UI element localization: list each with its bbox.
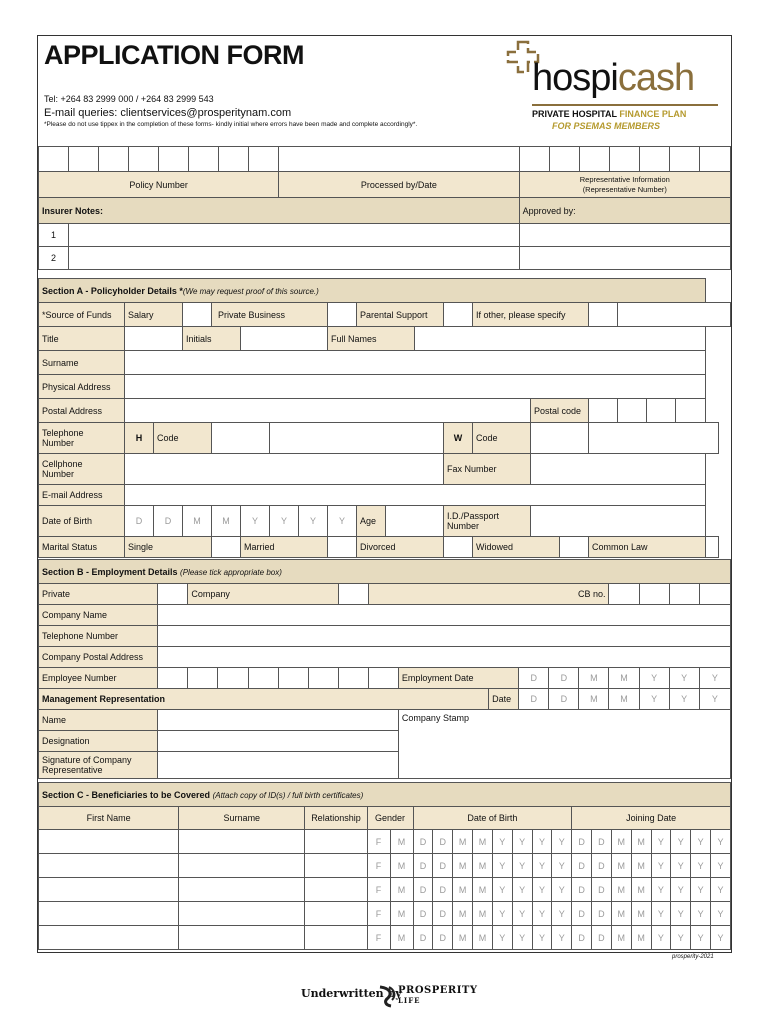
policy-number-label: Policy Number bbox=[39, 172, 279, 198]
postal-code-label: Postal code bbox=[531, 399, 589, 423]
married-label: Married bbox=[241, 537, 328, 558]
single-checkbox[interactable] bbox=[212, 537, 241, 558]
beneficiary-relationship-input[interactable] bbox=[305, 878, 367, 902]
age-label: Age bbox=[357, 506, 386, 537]
dob-box[interactable]: Y bbox=[299, 506, 328, 537]
dob-box[interactable]: Y bbox=[270, 506, 299, 537]
policy-digit-box[interactable] bbox=[69, 147, 99, 172]
telephone-label bbox=[39, 423, 125, 454]
policy-digit-box[interactable] bbox=[159, 147, 189, 172]
dob-box[interactable]: D bbox=[154, 506, 183, 537]
beneficiary-joining-date-box[interactable]: D bbox=[592, 902, 612, 926]
section-b-table bbox=[38, 559, 731, 779]
mgmt-date-label: Date bbox=[489, 689, 519, 710]
insurer-notes-label: Insurer Notes: bbox=[39, 198, 520, 224]
beneficiary-relationship-input[interactable] bbox=[305, 830, 367, 854]
gender-box[interactable]: F bbox=[367, 926, 390, 950]
postal-code-box[interactable] bbox=[589, 399, 618, 423]
signature-line-1: Signature of Company bbox=[42, 755, 132, 765]
gender-box[interactable]: F bbox=[367, 854, 390, 878]
company-stamp-area[interactable]: Company Stamp bbox=[398, 710, 730, 779]
name-input[interactable] bbox=[158, 710, 399, 731]
beneficiary-dob-box[interactable]: Y bbox=[532, 902, 552, 926]
gender-box[interactable]: M bbox=[390, 854, 413, 878]
gender-header: Gender bbox=[367, 807, 413, 830]
beneficiary-joining-date-box[interactable]: Y bbox=[671, 902, 691, 926]
beneficiary-dob-box[interactable]: Y bbox=[492, 926, 512, 950]
note-input[interactable] bbox=[69, 247, 520, 270]
gender-box[interactable]: F bbox=[367, 830, 390, 854]
employee-number-box[interactable] bbox=[368, 668, 398, 689]
section-b-header bbox=[39, 560, 731, 584]
beneficiary-joining-date-box[interactable]: Y bbox=[651, 926, 671, 950]
employee-number-label: Employee Number bbox=[39, 668, 158, 689]
tagline-finance-plan: FINANCE PLAN bbox=[619, 109, 687, 119]
if-other-input[interactable] bbox=[618, 303, 731, 327]
age-input[interactable] bbox=[386, 506, 444, 537]
beneficiary-joining-date-box[interactable]: Y bbox=[671, 854, 691, 878]
home-label: H bbox=[125, 423, 154, 454]
initials-input[interactable] bbox=[241, 327, 328, 351]
beneficiary-dob-box[interactable]: Y bbox=[492, 878, 512, 902]
full-names-label: Full Names bbox=[328, 327, 415, 351]
beneficiary-joining-date-box[interactable]: D bbox=[572, 902, 592, 926]
beneficiary-dob-box[interactable]: Y bbox=[532, 830, 552, 854]
section-c-table bbox=[38, 782, 731, 950]
cellphone-input[interactable] bbox=[125, 454, 444, 485]
work-telephone-input[interactable] bbox=[589, 423, 719, 454]
signature-line-2: Representative bbox=[42, 765, 103, 775]
if-other-checkbox[interactable] bbox=[589, 303, 618, 327]
beneficiary-joining-date-box[interactable]: Y bbox=[691, 926, 711, 950]
beneficiary-dob-box[interactable]: Y bbox=[532, 926, 552, 950]
mgmt-date-box[interactable]: M bbox=[609, 689, 639, 710]
policy-digit-box[interactable] bbox=[129, 147, 159, 172]
cb-no-box[interactable] bbox=[609, 584, 639, 605]
beneficiary-joining-date-box[interactable]: M bbox=[611, 830, 631, 854]
beneficiary-joining-date-box[interactable]: Y bbox=[710, 830, 730, 854]
beneficiary-dob-box[interactable]: M bbox=[473, 830, 493, 854]
name-label: Name bbox=[39, 710, 158, 731]
if-other-label: If other, please specify bbox=[473, 303, 589, 327]
beneficiary-relationship-input[interactable] bbox=[305, 926, 367, 950]
signature-input[interactable] bbox=[158, 752, 399, 779]
beneficiary-dob-box[interactable]: D bbox=[433, 830, 453, 854]
employee-number-box[interactable] bbox=[188, 668, 218, 689]
home-telephone-input[interactable] bbox=[270, 423, 444, 454]
beneficiary-dob-box[interactable]: M bbox=[453, 830, 473, 854]
beneficiary-joining-date-box[interactable]: D bbox=[572, 830, 592, 854]
beneficiary-joining-date-box[interactable]: Y bbox=[710, 926, 730, 950]
beneficiary-dob-box[interactable]: M bbox=[473, 878, 493, 902]
common-law-checkbox[interactable] bbox=[706, 537, 718, 558]
logo-divider bbox=[532, 104, 718, 106]
beneficiary-first-name-input[interactable] bbox=[39, 902, 179, 926]
beneficiary-dob-box[interactable]: M bbox=[453, 902, 473, 926]
beneficiary-joining-date-box[interactable]: Y bbox=[691, 878, 711, 902]
home-code-input[interactable] bbox=[212, 423, 270, 454]
beneficiary-joining-date-box[interactable]: M bbox=[631, 878, 651, 902]
beneficiary-dob-box[interactable]: M bbox=[453, 926, 473, 950]
company-telephone-input[interactable] bbox=[158, 626, 731, 647]
gender-box[interactable]: M bbox=[390, 830, 413, 854]
surname-header: Surname bbox=[179, 807, 305, 830]
mgmt-date-box[interactable]: Y bbox=[669, 689, 699, 710]
physical-address-input[interactable] bbox=[125, 375, 706, 399]
note-row-number: 2 bbox=[39, 247, 69, 270]
home-code-label: Code bbox=[154, 423, 212, 454]
title-input[interactable] bbox=[125, 327, 183, 351]
work-code-input[interactable] bbox=[531, 423, 589, 454]
married-checkbox[interactable] bbox=[328, 537, 357, 558]
telephone-line-1: Telephone bbox=[42, 428, 84, 438]
prosperity-life-logo-icon bbox=[377, 984, 399, 1008]
beneficiary-joining-date-box[interactable]: D bbox=[572, 878, 592, 902]
approved-by-label: Approved by: bbox=[519, 198, 730, 224]
page-title: APPLICATION FORM bbox=[44, 40, 304, 70]
physical-address-label: Physical Address bbox=[39, 375, 125, 399]
beneficiary-joining-date-box[interactable]: Y bbox=[651, 830, 671, 854]
employment-date-box[interactable]: D bbox=[519, 668, 549, 689]
beneficiary-dob-box[interactable]: D bbox=[413, 878, 433, 902]
employee-number-box[interactable] bbox=[308, 668, 338, 689]
date-of-birth-header: Date of Birth bbox=[413, 807, 572, 830]
marital-status-label: Marital Status bbox=[39, 537, 125, 558]
beneficiary-dob-box[interactable]: Y bbox=[552, 854, 572, 878]
beneficiary-joining-date-box[interactable]: Y bbox=[691, 854, 711, 878]
employment-date-box[interactable]: M bbox=[579, 668, 609, 689]
gender-box[interactable]: M bbox=[390, 902, 413, 926]
salary-label: Salary bbox=[125, 303, 183, 327]
processed-by-input[interactable] bbox=[279, 147, 519, 172]
rep-digit-box[interactable] bbox=[519, 147, 549, 172]
beneficiary-surname-input[interactable] bbox=[179, 878, 305, 902]
beneficiary-joining-date-box[interactable]: Y bbox=[671, 926, 691, 950]
cb-no-box[interactable] bbox=[639, 584, 669, 605]
beneficiary-dob-box[interactable]: Y bbox=[512, 830, 532, 854]
beneficiary-dob-box[interactable]: Y bbox=[532, 854, 552, 878]
work-code-label: Code bbox=[473, 423, 531, 454]
beneficiary-dob-box[interactable]: M bbox=[473, 902, 493, 926]
signature-label bbox=[39, 752, 158, 779]
beneficiary-joining-date-box[interactable]: Y bbox=[671, 830, 691, 854]
employment-date-box[interactable]: Y bbox=[669, 668, 699, 689]
beneficiary-dob-box[interactable]: D bbox=[413, 854, 433, 878]
beneficiary-joining-date-box[interactable]: Y bbox=[710, 854, 730, 878]
employment-date-box[interactable]: Y bbox=[639, 668, 669, 689]
beneficiary-joining-date-box[interactable]: Y bbox=[651, 854, 671, 878]
life-wordmark: LIFE bbox=[398, 996, 421, 1005]
joining-date-header: Joining Date bbox=[572, 807, 731, 830]
employee-number-box[interactable] bbox=[158, 668, 188, 689]
beneficiary-dob-box[interactable]: Y bbox=[492, 854, 512, 878]
dob-box[interactable]: M bbox=[183, 506, 212, 537]
beneficiary-dob-box[interactable]: Y bbox=[492, 830, 512, 854]
fax-number-label: Fax Number bbox=[444, 454, 531, 485]
surname-input[interactable] bbox=[125, 351, 706, 375]
section-c-title: Section C - Beneficiaries to be Covered bbox=[42, 789, 211, 800]
rep-digit-box[interactable] bbox=[549, 147, 579, 172]
tippex-note: *Please do not use tippex in the completion of these forms- kindly initial where errors have been made and complete accordingly*. bbox=[44, 121, 418, 128]
beneficiary-surname-input[interactable] bbox=[179, 830, 305, 854]
beneficiary-joining-date-box[interactable]: D bbox=[592, 878, 612, 902]
mgmt-date-box[interactable]: Y bbox=[699, 689, 730, 710]
beneficiary-rows bbox=[39, 830, 731, 950]
beneficiary-dob-box[interactable]: D bbox=[413, 830, 433, 854]
beneficiary-joining-date-box[interactable]: M bbox=[631, 926, 651, 950]
beneficiary-joining-date-box[interactable]: D bbox=[592, 926, 612, 950]
rep-digit-box[interactable] bbox=[609, 147, 639, 172]
company-postal-address-label: Company Postal Address bbox=[39, 647, 158, 668]
cb-no-box[interactable] bbox=[669, 584, 699, 605]
cellphone-label bbox=[39, 454, 125, 485]
gender-box[interactable]: F bbox=[367, 902, 390, 926]
source-of-funds-label: *Source of Funds bbox=[39, 303, 125, 327]
rep-info-label bbox=[519, 172, 730, 198]
postal-address-input[interactable] bbox=[125, 399, 531, 423]
beneficiary-dob-box[interactable]: Y bbox=[532, 878, 552, 902]
beneficiary-dob-box[interactable]: M bbox=[453, 854, 473, 878]
section-a-header bbox=[39, 279, 706, 303]
beneficiary-dob-box[interactable]: Y bbox=[512, 926, 532, 950]
date-of-birth-label: Date of Birth bbox=[39, 506, 125, 537]
section-c-header bbox=[39, 783, 731, 807]
beneficiary-joining-date-box[interactable]: Y bbox=[710, 878, 730, 902]
gender-box[interactable]: M bbox=[390, 926, 413, 950]
designation-input[interactable] bbox=[158, 731, 399, 752]
beneficiary-dob-box[interactable]: D bbox=[433, 902, 453, 926]
beneficiary-joining-date-box[interactable]: Y bbox=[691, 902, 711, 926]
beneficiary-joining-date-box[interactable]: Y bbox=[710, 902, 730, 926]
beneficiary-dob-box[interactable]: D bbox=[433, 878, 453, 902]
rep-digit-box[interactable] bbox=[639, 147, 669, 172]
beneficiary-joining-date-box[interactable]: M bbox=[611, 854, 631, 878]
tagline-private-hospital: PRIVATE HOSPITAL bbox=[532, 109, 620, 119]
beneficiary-dob-box[interactable]: Y bbox=[492, 902, 512, 926]
logo-tagline-1 bbox=[532, 109, 686, 119]
first-name-header: First Name bbox=[39, 807, 179, 830]
beneficiary-first-name-input[interactable] bbox=[39, 926, 179, 950]
version-tag: prosperity-2021 bbox=[672, 954, 714, 960]
note-row-number: 1 bbox=[39, 224, 69, 247]
gender-box[interactable]: M bbox=[390, 878, 413, 902]
company-postal-address-input[interactable] bbox=[158, 647, 731, 668]
employment-date-box[interactable]: Y bbox=[699, 668, 730, 689]
private-label: Private bbox=[39, 584, 158, 605]
section-b-note: (Please tick appropriate box) bbox=[180, 567, 282, 577]
beneficiary-joining-date-box[interactable]: M bbox=[611, 926, 631, 950]
id-line-2: Number bbox=[447, 521, 480, 531]
designation-label: Designation bbox=[39, 731, 158, 752]
company-checkbox[interactable] bbox=[338, 584, 368, 605]
hospicash-wordmark bbox=[532, 58, 694, 98]
beneficiary-joining-date-box[interactable]: D bbox=[592, 854, 612, 878]
beneficiary-dob-box[interactable]: D bbox=[433, 926, 453, 950]
beneficiary-dob-box[interactable]: Y bbox=[552, 878, 572, 902]
underwritten-by-label: Underwritten by bbox=[301, 987, 402, 1000]
divorced-checkbox[interactable] bbox=[444, 537, 473, 558]
postal-code-box[interactable] bbox=[676, 399, 706, 423]
cb-no-box[interactable] bbox=[699, 584, 730, 605]
beneficiary-relationship-input[interactable] bbox=[305, 902, 367, 926]
rep-digit-box[interactable] bbox=[669, 147, 699, 172]
employee-number-box[interactable] bbox=[218, 668, 248, 689]
dob-box[interactable]: Y bbox=[328, 506, 357, 537]
approved-input[interactable] bbox=[519, 247, 730, 270]
mgmt-date-box[interactable]: D bbox=[549, 689, 579, 710]
beneficiary-first-name-input[interactable] bbox=[39, 830, 179, 854]
email-line: E-mail queries: clientservices@prosperitynam.com bbox=[44, 107, 292, 119]
management-representation-label: Management Representation bbox=[39, 689, 489, 710]
policy-digit-box[interactable] bbox=[219, 147, 249, 172]
beneficiary-dob-box[interactable]: Y bbox=[512, 854, 532, 878]
mgmt-date-box[interactable]: D bbox=[519, 689, 549, 710]
id-line-1: I.D./Passport bbox=[447, 511, 500, 521]
rep-info-line-2: (Representative Number) bbox=[582, 184, 667, 194]
mgmt-date-box[interactable]: Y bbox=[639, 689, 669, 710]
parental-support-label: Parental Support bbox=[357, 303, 444, 327]
company-telephone-label: Telephone Number bbox=[39, 626, 158, 647]
employee-number-box[interactable] bbox=[248, 668, 278, 689]
beneficiary-joining-date-box[interactable]: M bbox=[631, 854, 651, 878]
telephone-line: Tel: +264 83 2999 000 / +264 83 2999 543 bbox=[44, 94, 214, 104]
beneficiary-surname-input[interactable] bbox=[179, 854, 305, 878]
approved-input[interactable] bbox=[519, 224, 730, 247]
beneficiary-dob-box[interactable]: M bbox=[453, 878, 473, 902]
office-use-table bbox=[38, 146, 731, 270]
beneficiary-joining-date-box[interactable]: Y bbox=[671, 878, 691, 902]
beneficiary-joining-date-box[interactable]: M bbox=[631, 902, 651, 926]
full-names-input[interactable] bbox=[415, 327, 706, 351]
id-passport-label bbox=[444, 506, 531, 537]
beneficiary-first-name-input[interactable] bbox=[39, 854, 179, 878]
beneficiary-joining-date-box[interactable]: M bbox=[611, 902, 631, 926]
cb-no-label: CB no. bbox=[368, 584, 609, 605]
employment-date-box[interactable]: M bbox=[609, 668, 639, 689]
dob-box[interactable]: Y bbox=[241, 506, 270, 537]
beneficiary-first-name-input[interactable] bbox=[39, 878, 179, 902]
beneficiary-dob-box[interactable]: Y bbox=[512, 878, 532, 902]
cellphone-line-2: Number bbox=[42, 469, 75, 479]
section-a-table bbox=[38, 278, 731, 558]
company-name-label: Company Name bbox=[39, 605, 158, 626]
beneficiary-joining-date-box[interactable]: M bbox=[631, 830, 651, 854]
widowed-label: Widowed bbox=[473, 537, 560, 558]
section-a-title: Section A - Policyholder Details * bbox=[42, 285, 183, 296]
brand-part-a: hospi bbox=[532, 57, 618, 99]
section-c-note: (Attach copy of ID(s) / full birth certificates) bbox=[212, 790, 364, 800]
employee-number-box[interactable] bbox=[338, 668, 368, 689]
salary-checkbox[interactable] bbox=[183, 303, 212, 327]
private-business-label: Private Business bbox=[212, 303, 328, 327]
dob-box[interactable]: M bbox=[212, 506, 241, 537]
logo-tagline-2: FOR PSEMAS MEMBERS bbox=[552, 121, 661, 131]
surname-label: Surname bbox=[39, 351, 125, 375]
private-business-checkbox[interactable] bbox=[328, 303, 357, 327]
divorced-label: Divorced bbox=[357, 537, 444, 558]
beneficiary-dob-box[interactable]: D bbox=[413, 926, 433, 950]
section-a-note: (We may request proof of this source.) bbox=[182, 286, 319, 296]
fax-number-input[interactable] bbox=[531, 454, 706, 485]
employee-number-box[interactable] bbox=[278, 668, 308, 689]
beneficiary-joining-date-box[interactable]: M bbox=[611, 878, 631, 902]
policy-digit-box[interactable] bbox=[249, 147, 279, 172]
policy-digit-box[interactable] bbox=[189, 147, 219, 172]
company-name-input[interactable] bbox=[158, 605, 731, 626]
common-law-label: Common Law bbox=[589, 537, 706, 558]
beneficiary-joining-date-box[interactable]: D bbox=[572, 926, 592, 950]
postal-code-box[interactable] bbox=[647, 399, 676, 423]
beneficiary-joining-date-box[interactable]: D bbox=[592, 830, 612, 854]
widowed-checkbox[interactable] bbox=[560, 537, 589, 558]
policy-digit-box[interactable] bbox=[99, 147, 129, 172]
rep-digit-box[interactable] bbox=[699, 147, 730, 172]
gender-box[interactable]: F bbox=[367, 878, 390, 902]
beneficiary-dob-box[interactable]: D bbox=[433, 854, 453, 878]
rep-digit-box[interactable] bbox=[579, 147, 609, 172]
private-checkbox[interactable] bbox=[158, 584, 188, 605]
title-label: Title bbox=[39, 327, 125, 351]
email-address-input[interactable] bbox=[125, 485, 706, 506]
initials-label: Initials bbox=[183, 327, 241, 351]
beneficiary-dob-box[interactable]: M bbox=[473, 926, 493, 950]
beneficiary-relationship-input[interactable] bbox=[305, 854, 367, 878]
parental-support-checkbox[interactable] bbox=[444, 303, 473, 327]
beneficiary-surname-input[interactable] bbox=[179, 926, 305, 950]
employment-date-label: Employment Date bbox=[398, 668, 518, 689]
mgmt-date-box[interactable]: M bbox=[579, 689, 609, 710]
beneficiary-dob-box[interactable]: Y bbox=[552, 902, 572, 926]
policy-digit-box[interactable] bbox=[39, 147, 69, 172]
email-address-label: E-mail Address bbox=[39, 485, 125, 506]
brand-part-b: cash bbox=[617, 57, 695, 99]
telephone-line-2: Number bbox=[42, 438, 75, 448]
beneficiary-joining-date-box[interactable]: D bbox=[572, 854, 592, 878]
beneficiary-joining-date-box[interactable]: Y bbox=[651, 878, 671, 902]
beneficiary-dob-box[interactable]: Y bbox=[552, 926, 572, 950]
beneficiary-dob-box[interactable]: M bbox=[473, 854, 493, 878]
single-label: Single bbox=[125, 537, 212, 558]
id-passport-input[interactable] bbox=[531, 506, 706, 537]
postal-code-box[interactable] bbox=[618, 399, 647, 423]
dob-box[interactable]: D bbox=[125, 506, 154, 537]
employment-date-box[interactable]: D bbox=[549, 668, 579, 689]
cellphone-line-1: Cellphone bbox=[42, 459, 83, 469]
company-label: Company bbox=[188, 584, 338, 605]
beneficiary-joining-date-box[interactable]: Y bbox=[691, 830, 711, 854]
rep-info-line-1: Representative Information bbox=[579, 174, 670, 184]
postal-address-label: Postal Address bbox=[39, 399, 125, 423]
work-label: W bbox=[444, 423, 473, 454]
beneficiary-dob-box[interactable]: Y bbox=[512, 902, 532, 926]
beneficiary-dob-box[interactable]: Y bbox=[552, 830, 572, 854]
processed-by-label: Processed by/Date bbox=[279, 172, 519, 198]
beneficiary-dob-box[interactable]: D bbox=[413, 902, 433, 926]
beneficiary-joining-date-box[interactable]: Y bbox=[651, 902, 671, 926]
relationship-header: Relationship bbox=[305, 807, 367, 830]
section-b-title: Section B - Employment Details bbox=[42, 566, 178, 577]
note-input[interactable] bbox=[69, 224, 520, 247]
beneficiary-surname-input[interactable] bbox=[179, 902, 305, 926]
prosperity-wordmark: PROSPERITY bbox=[398, 985, 478, 996]
